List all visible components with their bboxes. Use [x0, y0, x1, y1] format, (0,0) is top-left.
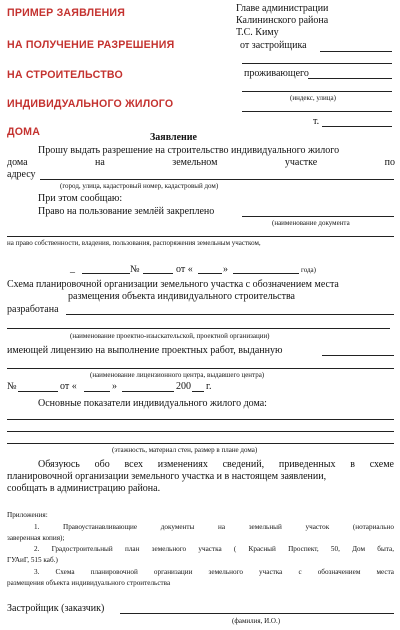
word-land: земельном [172, 157, 218, 168]
addressee-line-2: Калининского района [236, 15, 329, 26]
indicators-line-3[interactable] [7, 443, 394, 444]
attachment-1b: заверенная копия); [7, 534, 65, 542]
request-line-2 [7, 157, 395, 168]
org-name-hint: (наименование проектно-изыскательской, проектной организации) [70, 332, 270, 340]
indicators-hint: (этажность, материал стен, размер в плане дома) [112, 446, 258, 454]
license-date-close: » [112, 381, 117, 392]
address-line[interactable] [242, 91, 392, 92]
phone-line[interactable] [322, 126, 392, 127]
from-developer-label: от застройщика [240, 40, 307, 51]
doc-day-line[interactable] [198, 273, 222, 274]
banner-line-1: ПРИМЕР ЗАЯВЛЕНИЯ [7, 7, 126, 19]
developed-line[interactable] [66, 314, 394, 315]
word-plot: участке [284, 157, 318, 168]
signature-hint: (фамилия, И.О.) [232, 617, 281, 625]
report-intro: При этом сообщаю: [38, 193, 123, 204]
banner-line-2: НА ПОЛУЧЕНИЕ РАЗРЕШЕНИЯ [7, 39, 175, 51]
license-center-hint: (наименование лицензионного центра, выдавшего центра) [90, 371, 265, 379]
doc-line-a[interactable] [82, 273, 130, 274]
land-right-label: Право на пользование землёй закреплено [38, 206, 215, 217]
document-title: Заявление [150, 132, 197, 143]
obligation-line-3: сообщать в администрацию района. [7, 483, 161, 494]
signature-line[interactable] [120, 613, 394, 614]
document-name-hint: (наименование документа [272, 219, 350, 227]
license-number-prefix: № [7, 381, 17, 392]
attachment-1a: 1. Правоустанавливающие документы на земельный участок (нотариально [34, 523, 394, 531]
signature-label: Застройщик (заказчик) [7, 603, 105, 614]
banner-line-3: НА СТРОИТЕЛЬСТВО [7, 69, 123, 81]
license-line-2[interactable] [7, 368, 394, 369]
license-year-suffix: г. [206, 381, 212, 392]
indicators-title: Основные показатели индивидуального жилого дома: [38, 398, 267, 409]
indicators-line-2[interactable] [7, 431, 394, 432]
index-street-hint: (индекс, улица) [290, 94, 336, 102]
plot-address-line[interactable] [40, 179, 394, 180]
addressee-line-3: Т.С. Киму [236, 27, 279, 38]
scheme-line-2: размещения объекта индивидуального строительства [68, 291, 295, 302]
banner-line-4: ИНДИВИДУАЛЬНОГО ЖИЛОГО [7, 98, 174, 110]
word-by: по [384, 157, 395, 168]
phone-prefix: т. [313, 116, 320, 127]
ownership-hint: на право собственности, владения, пользования, распоряжения земельным участком, [7, 239, 261, 247]
attachments-title: Приложения: [7, 511, 48, 519]
doc-number-line[interactable] [143, 273, 173, 274]
attachment-3b: размещения объекта индивидуального строительства [7, 579, 171, 587]
address-line-2[interactable] [242, 111, 392, 112]
word-house: дома [7, 157, 28, 168]
doc-month-line[interactable] [233, 273, 299, 274]
license-month-line[interactable] [122, 391, 174, 392]
developed-label: разработана [7, 304, 59, 315]
developer-name-line-2[interactable] [242, 63, 392, 64]
doc-date-close: » [223, 264, 228, 275]
scheme-line-1: Схема планировочной организации земельного участка с обозначением места [7, 279, 339, 290]
residing-line[interactable] [308, 78, 392, 79]
ownership-line[interactable] [7, 236, 394, 237]
request-line-1: Прошу выдать разрешение на строительство индивидуального жилого [38, 145, 340, 156]
word-on: на [95, 157, 105, 168]
license-number-line[interactable] [18, 391, 58, 392]
developer-name-line[interactable] [320, 51, 392, 52]
attachment-2a: 2. Градостроительный план земельного участка ( Красный Проспект, 50, Дом быта, [34, 545, 394, 553]
license-year-line[interactable] [192, 391, 204, 392]
dash-mark: _ [70, 263, 75, 274]
doc-number-prefix: № [130, 264, 140, 275]
developed-line-2[interactable] [7, 328, 390, 329]
doc-date-from: от « [176, 264, 193, 275]
license-day-line[interactable] [84, 391, 110, 392]
license-line[interactable] [322, 355, 394, 356]
residing-label: проживающего [244, 68, 309, 79]
indicators-line-1[interactable] [7, 419, 394, 420]
attachment-2b: ГУАиГ, 515 каб.) [7, 556, 58, 564]
license-year-prefix: 200 [176, 381, 191, 392]
doc-year-suffix: года) [301, 266, 316, 274]
land-right-line[interactable] [242, 216, 394, 217]
license-label: имеющей лицензию на выполнение проектных работ, выданную [7, 345, 283, 356]
plot-address-hint: (город, улица, кадастровый номер, кадастровый дом) [60, 182, 219, 190]
obligation-line-2: планировочной организации земельного участка и в настоящем заявлении, [7, 471, 327, 482]
addressee-line-1: Главе администрации [236, 3, 329, 14]
obligation-line-1: Обязуюсь обо всех изменениях сведений, приведенных в схеме [38, 459, 394, 470]
banner-line-5: ДОМА [7, 126, 41, 138]
license-date-from: от « [60, 381, 77, 392]
attachment-3a: 3. Схема планировочной организации земельного участка с обозначением места [34, 568, 394, 576]
address-label: адресу [7, 169, 36, 180]
